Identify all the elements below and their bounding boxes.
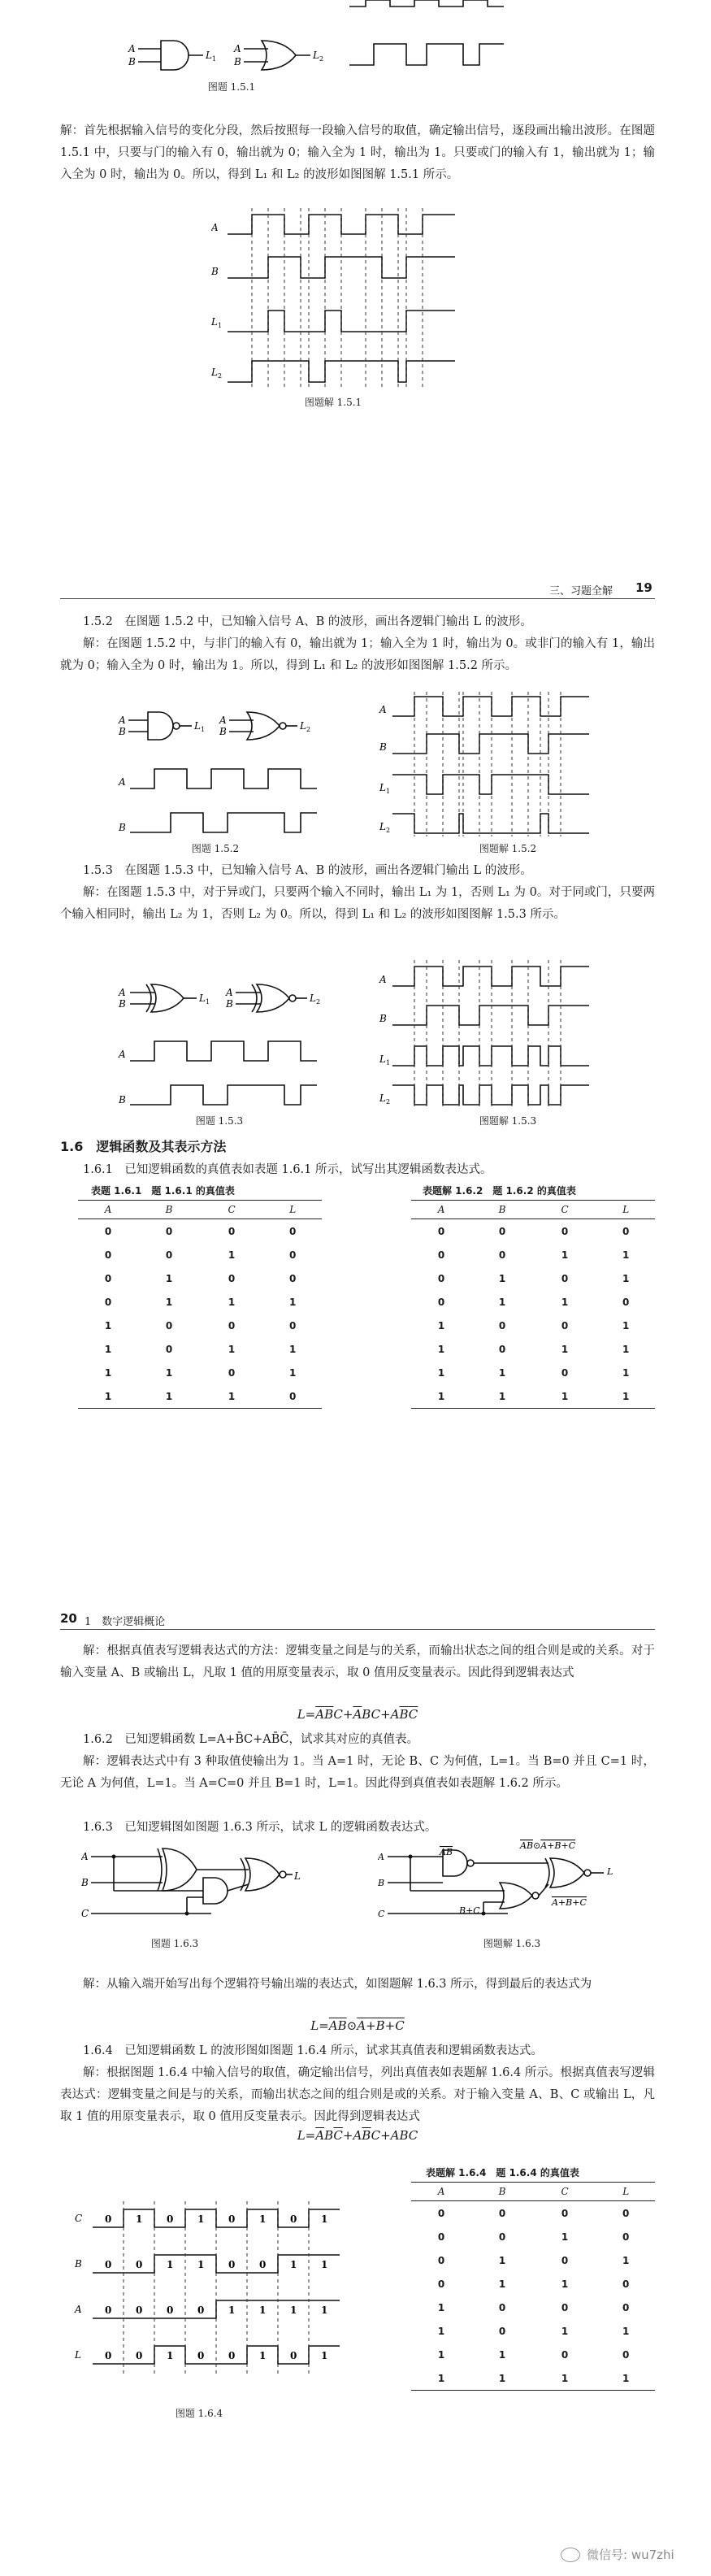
- table-cell: 0: [437, 1296, 445, 1308]
- bit-label: 0: [167, 2304, 174, 2316]
- table-1-6-2-title: 表题解 1.6.2 题 1.6.2 的真值表: [423, 1185, 576, 1197]
- table-cell: 0: [561, 1366, 569, 1379]
- figure-solution-1-5-3: [378, 955, 638, 1114]
- table-row: [411, 1337, 655, 1361]
- svg-text:B: B: [119, 726, 126, 737]
- table-cell: 0: [622, 1225, 630, 1237]
- bit-label: 0: [136, 2259, 143, 2270]
- table-cell: 1: [622, 1272, 630, 1284]
- table-cell: 1: [104, 1366, 112, 1379]
- col-header: A: [78, 1201, 138, 1219]
- figure-1-5-3: [114, 971, 382, 1110]
- problem-1-6-2: 1.6.2 已知逻辑函数 L=A+B̄C+AB̄C̄，试求其对应的真值表。: [83, 1733, 419, 1746]
- table-cell: 0: [104, 1296, 112, 1308]
- col-header: A: [411, 2183, 471, 2201]
- signal-label: B: [75, 2258, 82, 2270]
- bit-label: 0: [228, 2350, 236, 2361]
- table-cell: 0: [498, 2301, 506, 2313]
- bit-label: 1: [259, 2213, 267, 2225]
- bit-label: 1: [259, 2304, 267, 2316]
- svg-text:L: L: [379, 821, 386, 832]
- svg-text:B: B: [128, 56, 136, 67]
- figure-1-5-2: [114, 699, 374, 837]
- table-cell: 0: [622, 2278, 630, 2290]
- table-cell: 1: [561, 1296, 569, 1308]
- svg-text:A: A: [128, 43, 136, 54]
- svg-text:2: 2: [319, 55, 324, 63]
- table-1-6-1-title: 表题 1.6.1 题 1.6.1 的真值表: [91, 1185, 235, 1197]
- page-2-header-section: 三、习题全解: [549, 585, 613, 597]
- figsol151-caption: 图题解 1.5.1: [304, 397, 362, 408]
- wechat-icon: [561, 2548, 580, 2562]
- bit-label: 1: [167, 2259, 174, 2270]
- table-cell: 1: [622, 1343, 630, 1355]
- table-row: [78, 1266, 322, 1290]
- col-header: C: [200, 1201, 264, 1219]
- table-cell: 1: [165, 1366, 173, 1379]
- svg-text:A: A: [379, 704, 387, 715]
- svg-text:A: A: [119, 1049, 126, 1060]
- formula-1-6-4: $L=\overline{A}B\overline{C}+A\overline{B}C+ABC$: [297, 2128, 418, 2143]
- table-cell: 0: [561, 2254, 569, 2266]
- waveform-B: [93, 2255, 340, 2273]
- table-cell: 1: [498, 1272, 506, 1284]
- svg-text:A: A: [211, 222, 219, 233]
- or-gate-icon: [244, 41, 310, 70]
- page-3-number: 20: [60, 1611, 77, 1626]
- waveform-C: [93, 2209, 340, 2227]
- truth-table-1-6-2: [411, 1200, 655, 1409]
- table-cell: 0: [498, 2207, 506, 2219]
- table-cell: 1: [533, 1384, 597, 1409]
- table-cell: 1: [498, 2278, 506, 2290]
- table-cell: 1: [200, 1384, 264, 1409]
- table-cell: 1: [622, 2325, 630, 2337]
- svg-text:L: L: [294, 1870, 301, 1882]
- table-cell: 1: [561, 2231, 569, 2243]
- bit-label: 0: [167, 2213, 174, 2225]
- table-row: [78, 1243, 322, 1266]
- fig163-caption: 图题 1.6.3: [150, 1938, 199, 1949]
- problem-1-5-3: 1.5.3 在图题 1.5.3 中，已知输入信号 A、B 的波形，画出各逻辑门输出 L 的波形。: [83, 864, 532, 877]
- table-cell: 0: [498, 2325, 506, 2337]
- table-cell: 1: [622, 1319, 630, 1331]
- answer-1-5-1: 解：首先根据输入信号的变化分段，然后按照每一段输入信号的取值，确定输出信号，逐段画出输出波形。在图题 1.5.1 中，只要与门的输入有 0，输出就为 0；输入全为 1 时，输出为 1。只要或门的输入有 1，输出就为 1；输入全为 0 时，输出为 0。所以，得到 L₁ 和 L₂ 的波形如图图解 1.5.1 所示。: [60, 124, 655, 181]
- table-cell: 0: [561, 2348, 569, 2361]
- col-header: C: [533, 2183, 597, 2201]
- table-cell: 1: [104, 1319, 112, 1331]
- figsol152-caption: 图题解 1.5.2: [479, 843, 537, 854]
- table-cell: 1: [411, 2366, 471, 2391]
- svg-text:L: L: [313, 50, 319, 61]
- page-2-number: 19: [635, 580, 652, 595]
- table-row: [411, 1361, 655, 1384]
- table-cell: 1: [533, 2366, 597, 2391]
- svg-text:A: A: [378, 1852, 384, 1862]
- svg-text:2: 2: [218, 372, 223, 380]
- svg-text:B: B: [379, 1013, 387, 1024]
- svg-text:1: 1: [218, 322, 223, 329]
- svg-text:B: B: [211, 266, 219, 277]
- signal-label: C: [75, 2213, 83, 2224]
- svg-text:1: 1: [206, 998, 210, 1006]
- table-cell: 0: [289, 1249, 297, 1261]
- col-header: B: [471, 1201, 533, 1219]
- table-cell: 0: [104, 1272, 112, 1284]
- table-cell: 1: [561, 1343, 569, 1355]
- table-row: [78, 1361, 322, 1384]
- table-cell: 0: [437, 2231, 445, 2243]
- table-cell: 1: [596, 1384, 655, 1409]
- svg-text:B: B: [378, 1878, 385, 1888]
- table-row: [411, 2272, 655, 2296]
- table-cell: 0: [622, 1296, 630, 1308]
- svg-text:B: B: [119, 998, 126, 1010]
- table-cell: 0: [104, 1249, 112, 1261]
- col-header: A: [411, 1201, 471, 1219]
- svg-text:1: 1: [386, 788, 391, 795]
- table-cell: 1: [498, 2348, 506, 2361]
- figure-1-6-3: [81, 1839, 317, 1928]
- svg-text:A: A: [81, 1851, 89, 1862]
- figure-solution-1-6-3: [378, 1839, 654, 1930]
- table-cell: 1: [437, 2348, 445, 2361]
- bit-label: 0: [105, 2259, 112, 2270]
- answer-1-6-2: 解：逻辑表达式中有 3 种取值使输出为 1。当 A=1 时，无论 B、C 为何值，L=1。当 B=0 并且 C=1 时，无论 A 为何值，L=1。当 A=C=0 并且 B=1 时，L=1。因此得到真值表如表题解 1.6.2 所示。: [60, 1755, 655, 1790]
- table-cell: 1: [622, 1249, 630, 1261]
- table-cell: 0: [165, 1319, 173, 1331]
- bit-label: 0: [197, 2304, 205, 2316]
- table-row: [78, 1384, 322, 1409]
- nor-gate-icon: [229, 712, 297, 740]
- page-3-header-rule: [60, 1629, 655, 1630]
- svg-text:2: 2: [386, 1098, 391, 1106]
- svg-text:1: 1: [212, 55, 217, 63]
- section-1-6-title: 1.6 逻辑函数及其表示方法: [60, 1139, 227, 1154]
- bit-label: 0: [228, 2259, 236, 2270]
- truth-table-1-6-1: [78, 1200, 322, 1409]
- figsol153-caption: 图题解 1.5.3: [479, 1115, 537, 1127]
- table-cell: 0: [498, 1319, 506, 1331]
- svg-text:L: L: [211, 367, 218, 378]
- table-row: [411, 1314, 655, 1337]
- table-row: [411, 1243, 655, 1266]
- table-row: [411, 1290, 655, 1314]
- table-cell: 1: [228, 1343, 236, 1355]
- fig153-caption: 图题 1.5.3: [195, 1115, 244, 1127]
- answer-1-6-3: 解：从输入端开始写出每个逻辑符号输出端的表达式，如图题解 1.6.3 所示，得到最后的表达式为: [83, 1978, 592, 1991]
- answer-1-5-3: 解：在图题 1.5.3 中，对于异或门，只要两个输入不同时，输出 L₁ 为 1，否则 L₁ 为 0。对于同或门，只要两个输入相同时，输出 L₂ 为 1，否则 L₂ 为 0。所以，得到 L₁ 和 L₂ 的波形如图图解 1.5.3 所示。: [60, 886, 655, 921]
- xnor-gate-icon: [236, 984, 307, 1012]
- bit-label: 1: [197, 2213, 205, 2225]
- table-1-6-4-title: 表题解 1.6.4 题 1.6.4 的真值表: [426, 2167, 579, 2179]
- table-cell: 0: [228, 1319, 236, 1331]
- svg-text:AB⊙A+B+C: AB⊙A+B+C: [520, 1840, 576, 1851]
- svg-text:A: A: [219, 715, 227, 726]
- figure-solution-1-5-2: [378, 687, 638, 841]
- svg-text:2: 2: [306, 726, 311, 733]
- bit-label: 0: [259, 2259, 267, 2270]
- table-cell: 0: [228, 1272, 236, 1284]
- svg-text:L: L: [379, 1093, 386, 1104]
- table-cell: 0: [437, 1272, 445, 1284]
- table-cell: 1: [437, 1343, 445, 1355]
- svg-text:A: A: [119, 987, 126, 998]
- table-cell: 1: [596, 2366, 655, 2391]
- table-cell: 1: [78, 1384, 138, 1409]
- table-cell: 0: [498, 1343, 506, 1355]
- svg-text:A: A: [234, 43, 241, 54]
- table-row: [411, 2319, 655, 2343]
- table-cell: 0: [263, 1384, 322, 1409]
- svg-text:B: B: [119, 1094, 126, 1106]
- table-row: [411, 2343, 655, 2366]
- bit-label: 0: [197, 2350, 205, 2361]
- problem-1-5-2: 1.5.2 在图题 1.5.2 中，已知输入信号 A、B 的波形，画出各逻辑门输出 L 的波形。: [83, 615, 532, 628]
- figure-solution-1-5-1: [211, 203, 504, 390]
- table-cell: 0: [561, 2207, 569, 2219]
- table-row: [78, 1314, 322, 1337]
- bit-label: 1: [259, 2350, 267, 2361]
- svg-text:C: C: [81, 1908, 89, 1919]
- signal-label: A: [75, 2304, 82, 2315]
- xor-gate-icon: [158, 1848, 162, 1891]
- xor-gate-icon: [130, 984, 197, 1012]
- and-gate-icon: [138, 41, 203, 70]
- page-2-header-rule: [60, 598, 655, 599]
- svg-text:B: B: [119, 822, 126, 833]
- problem-1-6-3: 1.6.3 已知逻辑图如图题 1.6.3 所示，试求 L 的逻辑函数表达式。: [83, 1821, 437, 1834]
- table-cell: 1: [437, 2301, 445, 2313]
- col-header: L: [596, 1201, 655, 1219]
- table-cell: 0: [289, 1225, 297, 1237]
- bit-label: 0: [290, 2350, 297, 2361]
- table-cell: 1: [498, 2254, 506, 2266]
- nand-gate-icon: [128, 712, 192, 740]
- table-cell: 1: [138, 1384, 200, 1409]
- table-cell: 0: [165, 1343, 173, 1355]
- svg-text:1: 1: [201, 726, 206, 733]
- table-row: [78, 1290, 322, 1314]
- bit-label: 0: [105, 2304, 112, 2316]
- table-cell: 1: [471, 1384, 533, 1409]
- bit-label: 1: [321, 2213, 328, 2225]
- svg-text:B: B: [219, 726, 227, 737]
- table-row: [411, 2296, 655, 2319]
- table-cell: 0: [498, 1249, 506, 1261]
- table-cell: 1: [165, 1296, 173, 1308]
- svg-text:L: L: [607, 1866, 613, 1877]
- waveform-A: [93, 2300, 340, 2318]
- waveform-L: [93, 2346, 340, 2364]
- table-cell: 0: [165, 1249, 173, 1261]
- table-cell: 0: [437, 2207, 445, 2219]
- table-cell: 0: [622, 2231, 630, 2243]
- formula-1-6-1: $L=\overline{A}\overline{B}C+\overline{A}BC+A\overline{B}\overline{C}$: [297, 1707, 418, 1722]
- svg-text:A: A: [119, 776, 126, 788]
- table-row: [411, 2225, 655, 2248]
- svg-text:C: C: [378, 1909, 385, 1919]
- svg-text:A: A: [226, 987, 233, 998]
- page-3-header-chapter: 1 数字逻辑概论: [85, 1616, 166, 1628]
- bit-label: 1: [197, 2259, 205, 2270]
- signal-label: L: [75, 2349, 81, 2361]
- table-cell: 0: [437, 1249, 445, 1261]
- bit-label: 0: [290, 2213, 297, 2225]
- col-header: C: [533, 1201, 597, 1219]
- svg-text:L: L: [310, 993, 316, 1004]
- svg-text:B: B: [234, 56, 241, 67]
- figure-1-6-4: [73, 2195, 358, 2382]
- bit-label: 0: [228, 2213, 236, 2225]
- svg-text:A: A: [379, 974, 387, 985]
- formula-1-6-3: $L=\overline{AB}⊙A+B+C$: [310, 2018, 405, 2033]
- bit-label: 1: [321, 2304, 328, 2316]
- table-cell: 1: [622, 2254, 630, 2266]
- svg-text:L: L: [300, 720, 306, 732]
- figure-1-5-1: [122, 0, 585, 89]
- table-cell: 1: [228, 1296, 236, 1308]
- table-cell: 1: [289, 1343, 297, 1355]
- table-cell: 0: [104, 1225, 112, 1237]
- table-cell: 1: [437, 1366, 445, 1379]
- col-header: L: [263, 1201, 322, 1219]
- table-cell: 1: [411, 1384, 471, 1409]
- table-cell: 1: [165, 1272, 173, 1284]
- bit-label: 1: [167, 2350, 174, 2361]
- table-cell: 1: [622, 1366, 630, 1379]
- svg-text:A+B+C: A+B+C: [552, 1897, 587, 1908]
- svg-text:B: B: [226, 998, 233, 1010]
- table-cell: 0: [498, 2231, 506, 2243]
- svg-text:L: L: [379, 1053, 386, 1065]
- bit-label: 0: [136, 2350, 143, 2361]
- svg-text:L: L: [379, 782, 386, 793]
- table-cell: 0: [561, 1319, 569, 1331]
- table-cell: 1: [498, 1366, 506, 1379]
- svg-text:L: L: [194, 720, 201, 732]
- table-cell: 1: [437, 1319, 445, 1331]
- table-row: [411, 1266, 655, 1290]
- table-cell: 1: [471, 2366, 533, 2391]
- bit-label: 1: [290, 2304, 297, 2316]
- truth-table-1-6-4: [411, 2182, 655, 2391]
- answer-1-6-4: 解：根据图题 1.6.4 中输入信号的取值，确定输出信号，列出真值表如表题解 1.6.4 所示。根据真值表写逻辑表达式：逻辑变量之间是与的关系，而输出状态之间的组合则是或的关系。对于输入变量 A、B、C 或输出 L，凡取 1 值的用原变量表示，取 0 值用反变量表示。因此得到逻辑表达式: [60, 2066, 655, 2123]
- figsol163-caption: 图题解 1.6.3: [483, 1938, 541, 1949]
- table-cell: 0: [165, 1225, 173, 1237]
- bit-label: 1: [136, 2213, 143, 2225]
- table-cell: 0: [622, 2301, 630, 2313]
- svg-text:L: L: [206, 50, 212, 61]
- table-cell: 0: [437, 1225, 445, 1237]
- table-cell: 1: [228, 1249, 236, 1261]
- col-header: L: [596, 2183, 655, 2201]
- table-cell: 1: [561, 1249, 569, 1261]
- table-row: [78, 1337, 322, 1361]
- watermark: 微信号: wu7zhi: [587, 2548, 674, 2562]
- table-row: [411, 1384, 655, 1409]
- svg-text:B: B: [81, 1877, 89, 1888]
- svg-text:1: 1: [386, 1059, 391, 1066]
- table-cell: 0: [437, 2278, 445, 2290]
- problem-1-6-4: 1.6.4 已知逻辑函数 L 的波形图如图题 1.6.4 所示，试求其真值表和逻辑函数表达式。: [83, 2044, 543, 2057]
- svg-text:A: A: [119, 715, 126, 726]
- table-cell: 1: [498, 1296, 506, 1308]
- table-row: [78, 1219, 322, 1244]
- bit-label: 1: [228, 2304, 236, 2316]
- fig164-caption: 图题 1.6.4: [175, 2408, 223, 2419]
- table-cell: 0: [228, 1366, 236, 1379]
- table-cell: 1: [437, 2325, 445, 2337]
- problem-1-6-1: 1.6.1 已知逻辑函数的真值表如表题 1.6.1 所示，试写出其逻辑函数表达式。: [83, 1163, 492, 1176]
- bit-label: 1: [321, 2350, 328, 2361]
- col-header: B: [138, 1201, 200, 1219]
- table-cell: 0: [289, 1319, 297, 1331]
- table-cell: 0: [561, 1272, 569, 1284]
- table-cell: 1: [289, 1366, 297, 1379]
- bit-label: 0: [105, 2350, 112, 2361]
- table-cell: 0: [498, 1225, 506, 1237]
- bit-label: 1: [290, 2259, 297, 2270]
- svg-text:2: 2: [316, 998, 321, 1006]
- bit-label: 1: [321, 2259, 328, 2270]
- fig152-caption: 图题 1.5.2: [191, 843, 240, 854]
- svg-text:L: L: [211, 316, 218, 328]
- svg-text:AB: AB: [440, 1847, 453, 1857]
- bit-label: 0: [136, 2304, 143, 2316]
- bit-label: 0: [105, 2213, 112, 2225]
- answer-1-6-1: 解：根据真值表写逻辑表达式的方法：逻辑变量之间是与的关系，而输出状态之间的组合则是或的关系。对于输入变量 A、B 或输出 L，凡取 1 值的用原变量表示，取 0 值用反变量表示。因此得到逻辑表达式: [60, 1644, 655, 1679]
- table-row: [411, 2248, 655, 2272]
- fig151-caption: 图题 1.5.1: [207, 81, 256, 93]
- table-cell: 1: [561, 2325, 569, 2337]
- table-cell: 0: [622, 2348, 630, 2361]
- table-cell: 0: [228, 1225, 236, 1237]
- table-cell: 1: [289, 1296, 297, 1308]
- svg-text:B: B: [379, 741, 387, 753]
- table-row: [411, 1219, 655, 1244]
- svg-text:B+C: B+C: [459, 1905, 480, 1916]
- table-cell: 1: [561, 2278, 569, 2290]
- svg-text:L: L: [199, 993, 206, 1004]
- svg-text:2: 2: [386, 827, 391, 834]
- table-cell: 0: [561, 1225, 569, 1237]
- table-cell: 0: [561, 2301, 569, 2313]
- table-cell: 0: [437, 2254, 445, 2266]
- table-row: [411, 2201, 655, 2226]
- table-cell: 0: [289, 1272, 297, 1284]
- table-cell: 1: [104, 1343, 112, 1355]
- answer-1-5-2: 解：在图题 1.5.2 中，与非门的输入有 0，输出就为 1；输入全为 1 时，输出为 0。或非门的输入有 1，输出就为 0；输入全为 0 时，输出为 1。所以，得到 L₁ 和 L₂ 的波形如图图解 1.5.2 所示。: [60, 637, 655, 672]
- col-header: B: [471, 2183, 533, 2201]
- table-cell: 0: [622, 2207, 630, 2219]
- table-row: [411, 2366, 655, 2391]
